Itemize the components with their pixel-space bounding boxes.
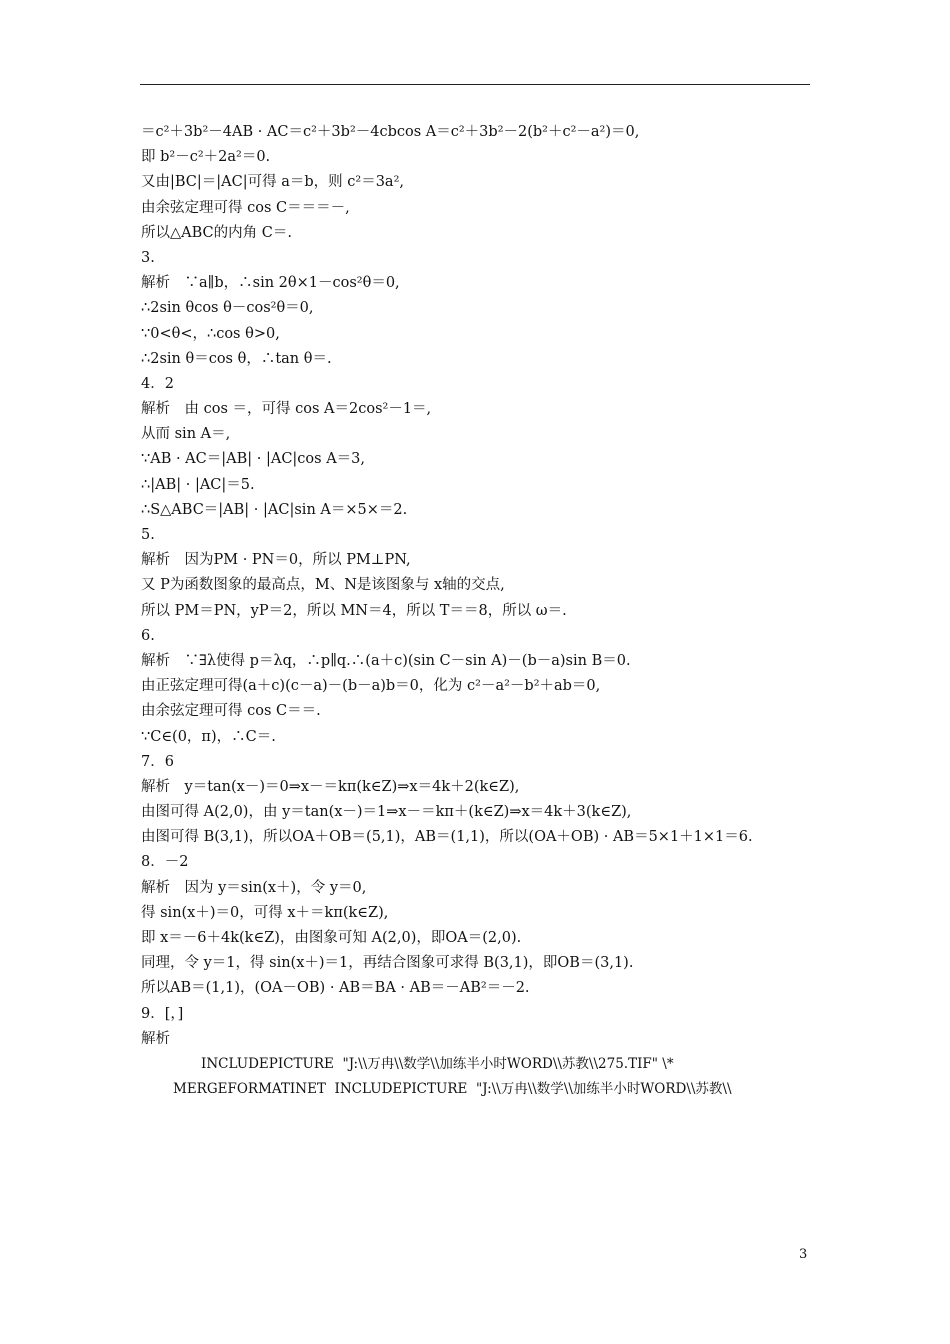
text-line: ∴|AB| · |AC|＝5.: [141, 476, 255, 493]
problem-number: 8．－2: [141, 854, 189, 871]
problem-number: 4．2: [141, 375, 174, 392]
solutions-text: [141, 120, 811, 1102]
include-field-code: INCLUDEPICTURE "J:\\万冉\\数学\\加练半小时WORD\\苏教\\275.TIF" \*: [201, 1055, 674, 1072]
text-line: 所以AB＝(1,1)，(OA－OB) · AB＝BA · AB＝－AB²＝－2.: [141, 980, 530, 997]
include-field-code: MERGEFORMATINET INCLUDEPICTURE "J:\\万冉\\数学\\加练半小时WORD\\苏教\\: [173, 1081, 732, 1098]
text-line: 由图可得 B(3,1)，所以OA＋OB＝(5,1)，AB＝(1,1)，所以(OA＋OB) · AB＝5×1＋1×1＝6.: [141, 829, 753, 846]
text-line: ＝c²＋3b²－4AB · AC＝c²＋3b²－4cbcos A＝c²＋3b²－2(b²＋c²－a²)＝0,: [141, 124, 640, 140]
text-line: ∵0<θ<，∴cos θ>0,: [141, 325, 280, 342]
text-line: 又 P为函数图象的最高点，M、N是该图象与 x轴的交点,: [141, 577, 505, 594]
problem-number: 9．[，]: [141, 1005, 184, 1022]
problem-number: 3.: [141, 249, 155, 266]
text-line: 解析: [141, 1030, 170, 1047]
problem-number: 5.: [141, 527, 155, 543]
text-line: 解析 ∵∃λ使得 p＝λq，∴p∥q.∴(a＋c)(sin C－sin A)－(b－a)sin B＝0.: [141, 652, 631, 669]
text-line: ∴2sin θcos θ－cos²θ＝0,: [141, 300, 314, 317]
text-line: 得 sin(x＋)＝0，可得 x＋＝kπ(k∈Z),: [141, 904, 389, 921]
text-line: 所以△ABC的内角 C＝.: [141, 224, 292, 241]
text-line: 解析 由 cos ＝，可得 cos A＝2cos²－1＝,: [141, 401, 432, 418]
text-line: 所以 PM＝PN，yP＝2，所以 MN＝4，所以 T＝＝8，所以 ω＝.: [141, 602, 567, 619]
text-line: 又由|BC|＝|AC|可得 a＝b，则 c²＝3a²,: [141, 174, 404, 191]
text-line: ∴2sin θ＝cos θ，∴tan θ＝.: [141, 350, 332, 367]
text-line: 解析 y＝tan(x－)＝0⇒x－＝kπ(k∈Z)⇒x＝4k＋2(k∈Z),: [141, 778, 520, 795]
text-line: ∴S△ABC＝|AB| · |AC|sin A＝×5×＝2.: [141, 501, 408, 518]
text-line: 由余弦定理可得 cos C＝＝.: [141, 703, 321, 720]
text-line: 解析 因为 y＝sin(x＋)，令 y＝0,: [141, 879, 367, 896]
text-line: 由余弦定理可得 cos C＝＝＝－,: [141, 199, 350, 216]
text-line: 解析 ∵a∥b，∴sin 2θ×1－cos²θ＝0,: [141, 275, 400, 292]
text-line: ∵AB · AC＝|AB| · |AC|cos A＝3,: [141, 451, 366, 468]
header-rule: [140, 84, 810, 85]
page-number: 3: [799, 1247, 808, 1262]
text-line: 即 x＝－6＋4k(k∈Z)，由图象可知 A(2,0)，即OA＝(2,0).: [141, 930, 522, 946]
problem-number: 6.: [141, 627, 155, 644]
text-line: 同理，令 y＝1，得 sin(x＋)＝1，再结合图象可求得 B(3,1)，即OB＝(3,1).: [141, 955, 634, 972]
text-line: 由图可得 A(2,0)，由 y＝tan(x－)＝1⇒x－＝kπ＋(k∈Z)⇒x＝4k＋3(k∈Z),: [141, 804, 632, 821]
text-line: 由正弦定理可得(a＋c)(c－a)－(b－a)b＝0，化为 c²－a²－b²＋ab＝0,: [141, 678, 601, 695]
text-line: 即 b²－c²＋2a²＝0.: [141, 149, 271, 166]
problem-number: 7．6: [141, 753, 174, 770]
text-line: 从而 sin A＝,: [141, 426, 231, 443]
text-line: 解析 因为PM · PN＝0，所以 PM⊥PN,: [141, 552, 411, 569]
text-line: ∵C∈(0，π)，∴C＝.: [141, 728, 276, 745]
